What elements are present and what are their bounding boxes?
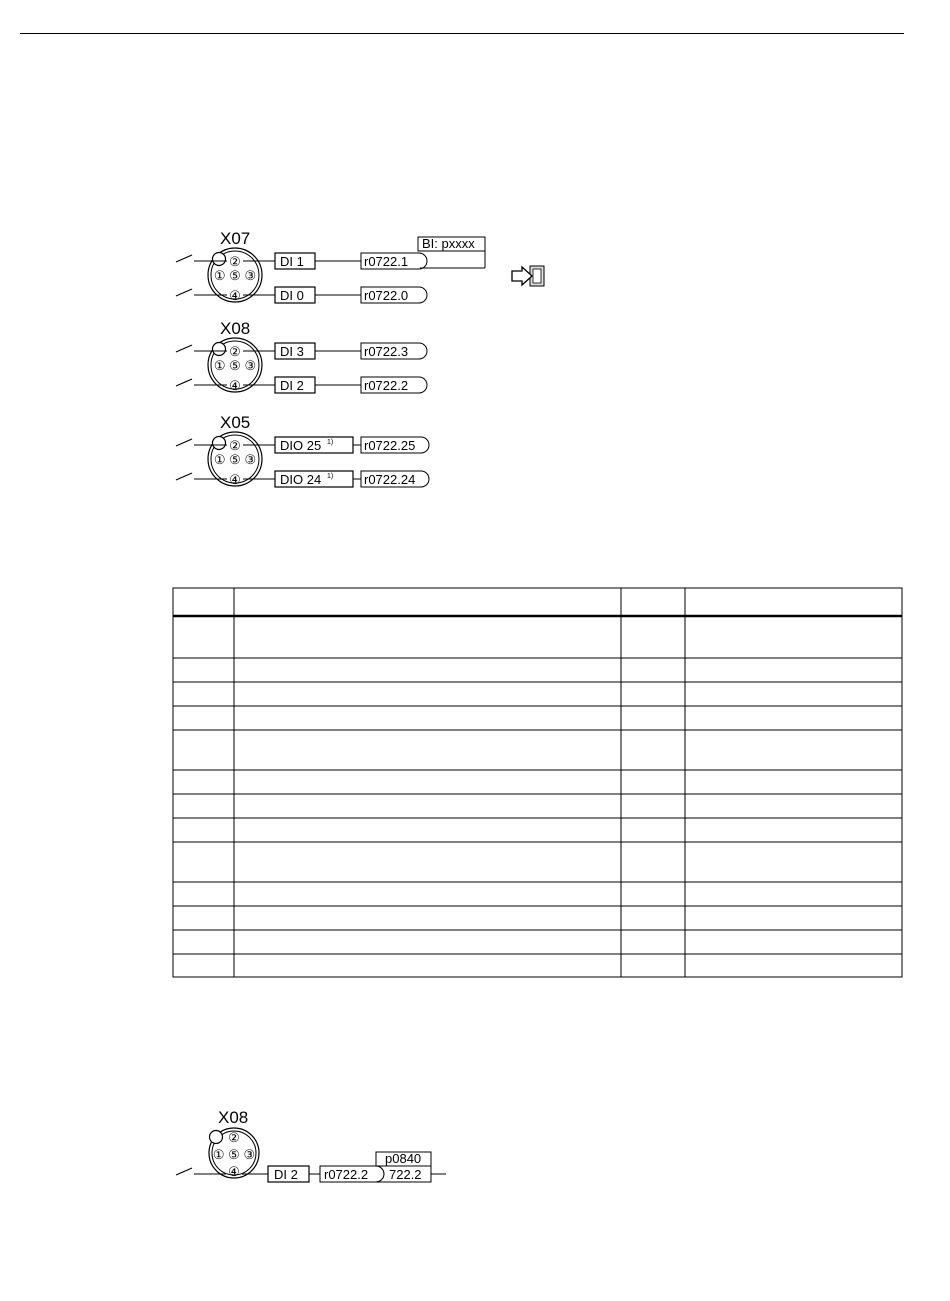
switch-contact	[176, 1168, 192, 1175]
di-label: DI 2	[280, 378, 304, 393]
pin-row-middle: ① ⑤ ③	[212, 1147, 256, 1162]
di-label: DI 3	[280, 344, 304, 359]
param-label: r0722.0	[364, 288, 409, 303]
target-value-label: 722.2	[389, 1167, 422, 1182]
di-label: DIO 24	[280, 472, 322, 487]
connector-label: X08	[218, 1108, 249, 1127]
footnote-mark: 1)	[327, 439, 334, 446]
pin-number: ④	[229, 472, 241, 487]
param-label: r0722.3	[364, 344, 409, 359]
connector-label: X05	[220, 413, 251, 432]
param-label: r0722.24	[364, 472, 416, 487]
di-label: DI 2	[274, 1167, 298, 1182]
pin-row-middle: ① ⑤ ③	[213, 452, 257, 467]
pin-row-middle: ① ⑤ ③	[213, 268, 257, 283]
param-label: r0722.2	[324, 1167, 369, 1182]
target-param-label: p0840	[385, 1151, 422, 1166]
di-label: DI 1	[280, 254, 304, 269]
bi-label: BI: pxxxx	[422, 236, 475, 251]
pin-top: ②	[228, 1130, 240, 1145]
pin-number: ②	[229, 438, 241, 453]
param-label: r0722.2	[364, 378, 409, 393]
pin-number: ②	[229, 344, 241, 359]
pin-row-middle: ① ⑤ ③	[213, 358, 257, 373]
pin-number: ④	[229, 288, 241, 303]
param-label: r0722.25	[364, 438, 416, 453]
example-diagram	[0, 1090, 950, 1210]
param-label: r0722.1	[364, 254, 409, 269]
pin-number: ②	[229, 254, 241, 269]
di-label: DI 0	[280, 288, 304, 303]
pin-bottom: ④	[228, 1164, 240, 1179]
connector-notch	[210, 1131, 223, 1144]
connector-label: X07	[220, 229, 251, 248]
pin-number: ④	[229, 378, 241, 393]
di-label: DIO 25	[280, 438, 322, 453]
connector-label: X08	[220, 319, 251, 338]
footnote-mark: 1)	[327, 473, 334, 480]
